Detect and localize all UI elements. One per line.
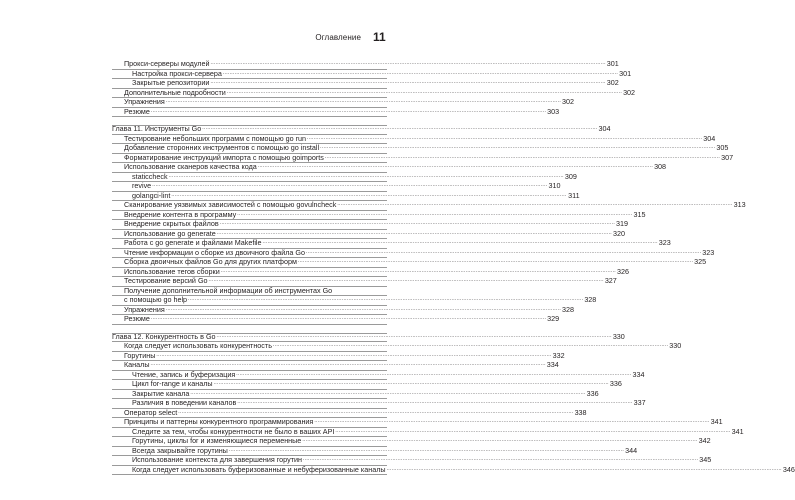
toc-entry-label: Получение дополнительной информации об инструментах Go <box>124 285 333 295</box>
toc-page-number: 319 <box>616 219 629 228</box>
dot-leader <box>202 124 597 134</box>
toc-entry-label: Упражнения <box>124 304 165 314</box>
toc-entry-label: Внедрение скрытых файлов <box>124 219 219 228</box>
toc-entry-label: Принципы и паттерны конкурентного программирования <box>124 417 314 426</box>
toc-page-number: 302 <box>623 87 636 97</box>
toc-entry-label: revive <box>132 181 152 190</box>
toc-entry-label: Различия в поведении каналов <box>132 398 237 407</box>
toc-entry[interactable] <box>112 106 560 118</box>
toc-entry-label: Когда следует использовать конкурентность <box>124 341 272 350</box>
dot-leader <box>325 153 720 163</box>
toc-page-number: 336 <box>609 379 622 388</box>
toc-entry[interactable] <box>112 314 560 325</box>
toc-entry-label: Закрытие канала <box>132 388 190 398</box>
toc-page-number: 301 <box>619 68 632 78</box>
toc-page-number: 308 <box>654 162 667 171</box>
toc-page-number: 330 <box>612 331 625 341</box>
toc-page-number: 334 <box>632 369 645 379</box>
toc-page-number: 344 <box>625 445 638 455</box>
toc-page-number: 327 <box>604 276 617 285</box>
toc-entry-label: Тестирование версий Go <box>124 276 208 285</box>
running-header <box>0 31 500 45</box>
toc-page-number: 329 <box>547 314 560 323</box>
dot-leader <box>263 238 658 248</box>
dot-leader <box>217 332 612 342</box>
toc-page-number: 338 <box>574 407 587 417</box>
dot-leader <box>307 134 702 144</box>
dot-leader <box>188 295 583 305</box>
dot-leader <box>335 427 730 437</box>
toc-entry-label: Оператор select <box>124 407 178 417</box>
dot-leader <box>320 143 715 153</box>
dot-leader <box>237 398 632 408</box>
toc-entry-label: Настройка прокси-сервера <box>132 68 222 78</box>
toc-entry-label: Дополнительные подробности <box>124 87 226 97</box>
toc-entry-label: Чтение информации о сборке из двоичного файла Go <box>124 247 305 257</box>
toc-page-number: 310 <box>548 181 561 190</box>
toc-entry-label: Резюме <box>124 314 150 323</box>
dot-leader <box>217 229 612 239</box>
dot-leader <box>303 455 698 465</box>
toc-page-number: 323 <box>702 247 715 257</box>
toc-entry-label: golangci-lint <box>132 190 171 200</box>
toc-page-number: 301 <box>606 59 619 68</box>
dot-leader <box>273 341 668 351</box>
toc-page-number: 325 <box>694 257 707 266</box>
dot-leader <box>209 276 604 286</box>
toc-page-number: 320 <box>613 228 625 238</box>
toc-page-number: 334 <box>546 360 559 369</box>
dot-leader <box>178 408 573 418</box>
toc-entry-label: Использование контекста для завершения горутин <box>132 455 302 464</box>
dot-leader <box>306 248 701 258</box>
dot-leader <box>229 446 624 456</box>
toc-entry-label: Внедрение контента в программу <box>124 209 237 219</box>
dot-leader <box>210 78 605 88</box>
toc-page-number: 345 <box>699 455 712 464</box>
toc-entry-label: Закрытые репозитории <box>132 78 210 87</box>
toc-entry-label: Упражнения <box>124 97 165 106</box>
dot-leader <box>337 200 732 210</box>
dot-leader <box>151 107 546 117</box>
table-of-contents <box>112 59 795 475</box>
dot-leader <box>227 88 622 98</box>
toc-page-number: 307 <box>721 152 734 162</box>
toc-entry-label: Горутины, циклы for и изменяющиеся переменные <box>132 436 302 445</box>
toc-page-number: 341 <box>710 417 723 426</box>
dot-leader <box>258 162 653 172</box>
toc-page-number: 328 <box>584 295 597 304</box>
dot-leader <box>298 257 693 267</box>
toc-page-number: 326 <box>616 266 629 276</box>
toc-chapter-label: Глава 11. Инструменты Go <box>112 124 202 133</box>
dot-leader <box>387 465 782 475</box>
dot-leader <box>190 389 585 399</box>
dot-leader <box>220 219 615 229</box>
dot-leader <box>236 370 631 380</box>
toc-page-number: 323 <box>658 238 671 247</box>
toc-entry-label: Прокси-серверы модулей <box>124 59 210 68</box>
dot-leader <box>171 191 566 201</box>
toc-entry-label: Использование сканеров качества кода <box>124 162 257 171</box>
toc-page-number: 309 <box>564 171 577 181</box>
toc-page-number: 305 <box>716 143 729 152</box>
toc-entry-label: Сборка двоичных файлов Go для других платформ <box>124 257 297 266</box>
toc-page-number: 302 <box>606 78 619 87</box>
toc-entry-label: Сканирование уязвимых зависимостей с помощью govulncheck <box>124 200 337 209</box>
toc-chapter-label: Глава 12. Конкурентность в Go <box>112 331 216 341</box>
toc-entry-label: Когда следует использовать буферизованные и небуферизованные каналы <box>132 464 386 474</box>
dot-leader <box>237 210 632 220</box>
dot-leader <box>169 172 564 182</box>
toc-entry-label: с помощью go help <box>124 295 188 304</box>
toc-entry-label: Использование тегов сборки <box>124 266 220 276</box>
toc-entry-label: staticcheck <box>132 171 168 181</box>
toc-page-number: 341 <box>731 426 744 436</box>
toc-page-number: 303 <box>547 106 560 116</box>
dot-leader <box>156 351 551 361</box>
dot-leader <box>151 314 546 324</box>
toc-entry-label: Каналы <box>124 360 150 369</box>
toc-entry-label: Всегда закрывайте горутины <box>132 445 228 455</box>
dot-leader <box>214 379 609 389</box>
dot-leader <box>223 69 618 79</box>
toc-entry-label: Использование go generate <box>124 228 216 238</box>
toc-page-number: 328 <box>562 304 575 314</box>
toc-page-number: 315 <box>633 209 646 219</box>
header-title: Оглавление <box>315 33 361 42</box>
toc-page-number: 332 <box>552 350 565 360</box>
toc-entry-label: Форматирование инструкций импорта с помощью goimports <box>124 152 324 162</box>
toc-page-number: 330 <box>669 341 682 350</box>
dot-leader <box>221 267 616 277</box>
toc-entry-label: Добавление сторонних инструментов с помощью go install <box>124 143 320 152</box>
toc-entry-label: Работа с go generate и файлами Makefile <box>124 238 262 247</box>
toc-entry-label: Горутины <box>124 350 156 360</box>
dot-leader <box>152 181 547 191</box>
toc-page-number: 302 <box>562 97 575 106</box>
toc-page-number: 304 <box>703 133 716 143</box>
toc-page-number: 342 <box>698 436 711 445</box>
toc-page-number: 311 <box>568 190 580 200</box>
toc-page-number: 337 <box>633 398 646 407</box>
toc-entry-label: Резюме <box>124 106 150 116</box>
toc-entry[interactable] <box>112 464 795 476</box>
toc-entry-label: Цикл for-range и каналы <box>132 379 213 388</box>
dot-leader <box>211 59 606 69</box>
toc-entry-label: Следите за тем, чтобы конкурентности не было в ваших API <box>132 426 335 436</box>
dot-leader <box>302 436 697 446</box>
toc-entry-label: Тестирование небольших программ с помощью go run <box>124 133 306 143</box>
toc-page-number: 304 <box>598 124 611 133</box>
dot-leader <box>166 97 561 107</box>
dot-leader <box>151 360 546 370</box>
toc-page-number: 346 <box>782 464 795 474</box>
header-page-number: 11 <box>373 30 386 44</box>
toc-page-number: 336 <box>586 388 599 398</box>
toc-page-number: 313 <box>733 200 746 209</box>
dot-leader <box>166 305 561 315</box>
toc-entry-label: Чтение, запись и буферизация <box>132 369 236 379</box>
dot-leader <box>314 417 709 427</box>
